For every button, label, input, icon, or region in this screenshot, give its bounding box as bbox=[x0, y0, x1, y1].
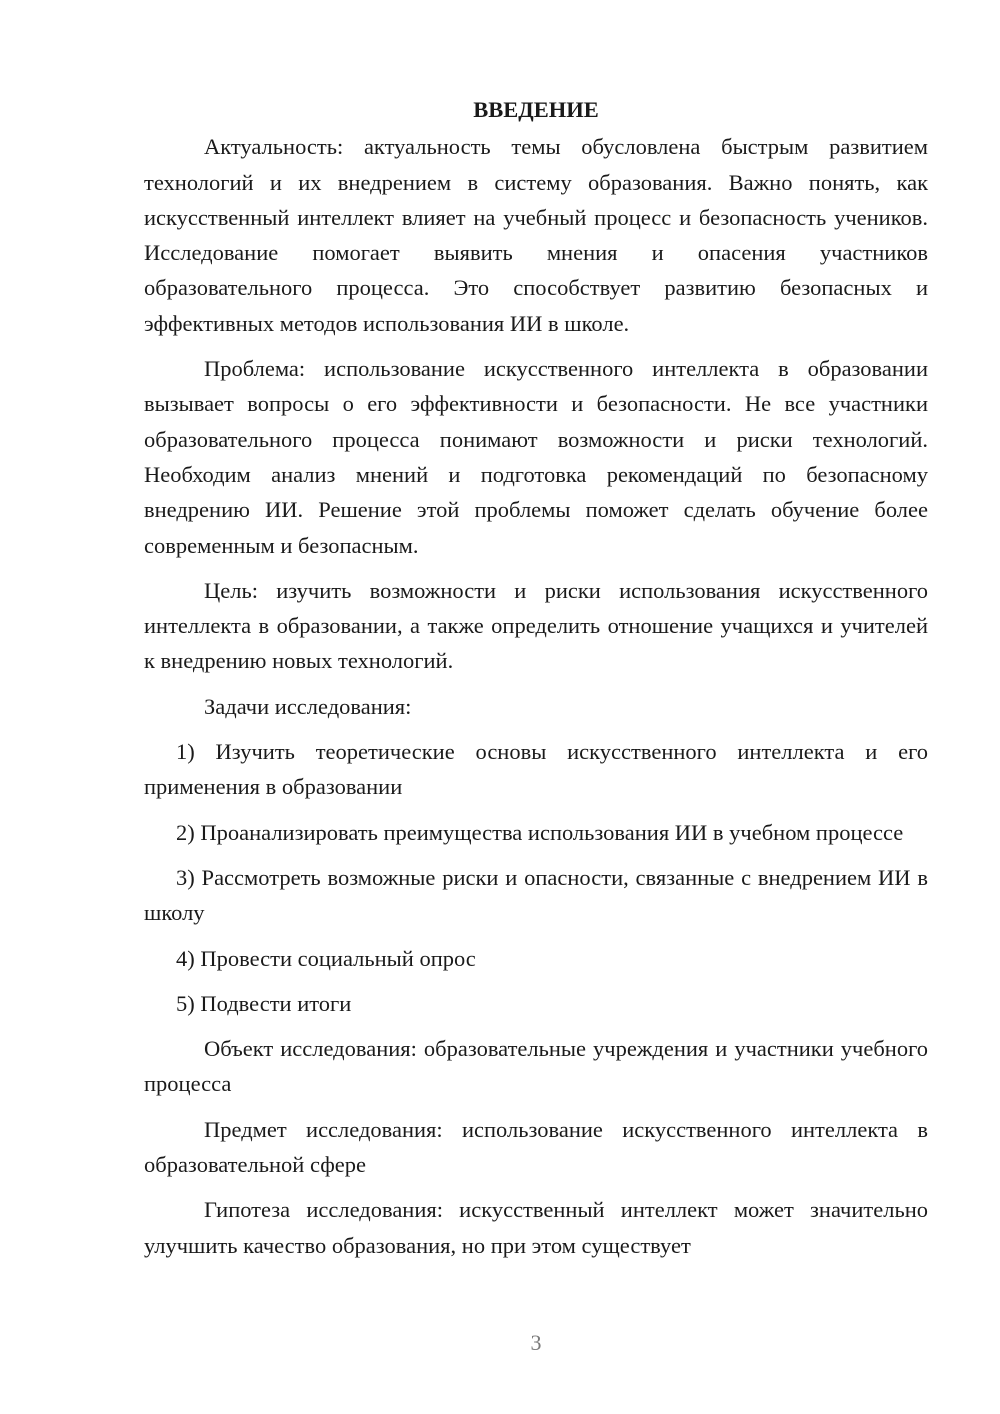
page-content bbox=[144, 92, 928, 1273]
task-item-5: 5) Подвести итоги bbox=[176, 990, 352, 1016]
paragraph-subject: Предмет исследования: использование искусственного интеллекта в образовательной сфере bbox=[144, 1116, 928, 1178]
paragraph-object: Объект исследования: образовательные учреждения и участники учебного процесса bbox=[144, 1036, 928, 1097]
page-number: 3 bbox=[530, 1330, 542, 1355]
paragraph-tasks-heading: Задачи исследования: bbox=[204, 693, 412, 719]
paragraph-hypothesis: Гипотеза исследования: искусственный интеллект может значительно улучшить качество образования, но при этом существует bbox=[144, 1197, 928, 1258]
task-item-1: 1) Изучить теоретические основы искусственного интеллекта и его применения в образовании bbox=[144, 739, 928, 800]
task-item-4: 4) Провести социальный опрос bbox=[176, 945, 476, 971]
section-title: ВВЕДЕНИЕ bbox=[473, 97, 599, 122]
paragraph-goal: Цель: изучить возможности и риски использования искусственного интеллекта в образовании, а также определить отношение учащихся и учителей к внедрению новых технологий. bbox=[144, 577, 928, 674]
paragraph-problem: Проблема: использование искусственного интеллекта в образовании вызывает вопросы о его эффективности и безопасности. Не все участники образовательного процесса понимают возможности и риски технологий. Необходим анализ мнений и подготовка рекомендаций по безопасному внедрению ИИ. Решение этой проблемы поможет сделать обучение более современным и безопасным. bbox=[144, 356, 928, 558]
task-item-2: 2) Проанализировать преимущества использования ИИ в учебном процессе bbox=[176, 819, 904, 845]
task-item-3: 3) Рассмотреть возможные риски и опасности, связанные с внедрением ИИ в школу bbox=[144, 864, 928, 926]
paragraph-relevance: Актуальность: актуальность темы обусловлена быстрым развитием технологий и их внедрением в систему образования. Важно понять, как искусственный интеллект влияет на учебный процесс и безопасность учеников. Исследование помогает выявить мнения и опасения участников образовательного процесса. Это способствует развитию безопасных и эффективных методов использования ИИ в школе. bbox=[144, 134, 928, 336]
